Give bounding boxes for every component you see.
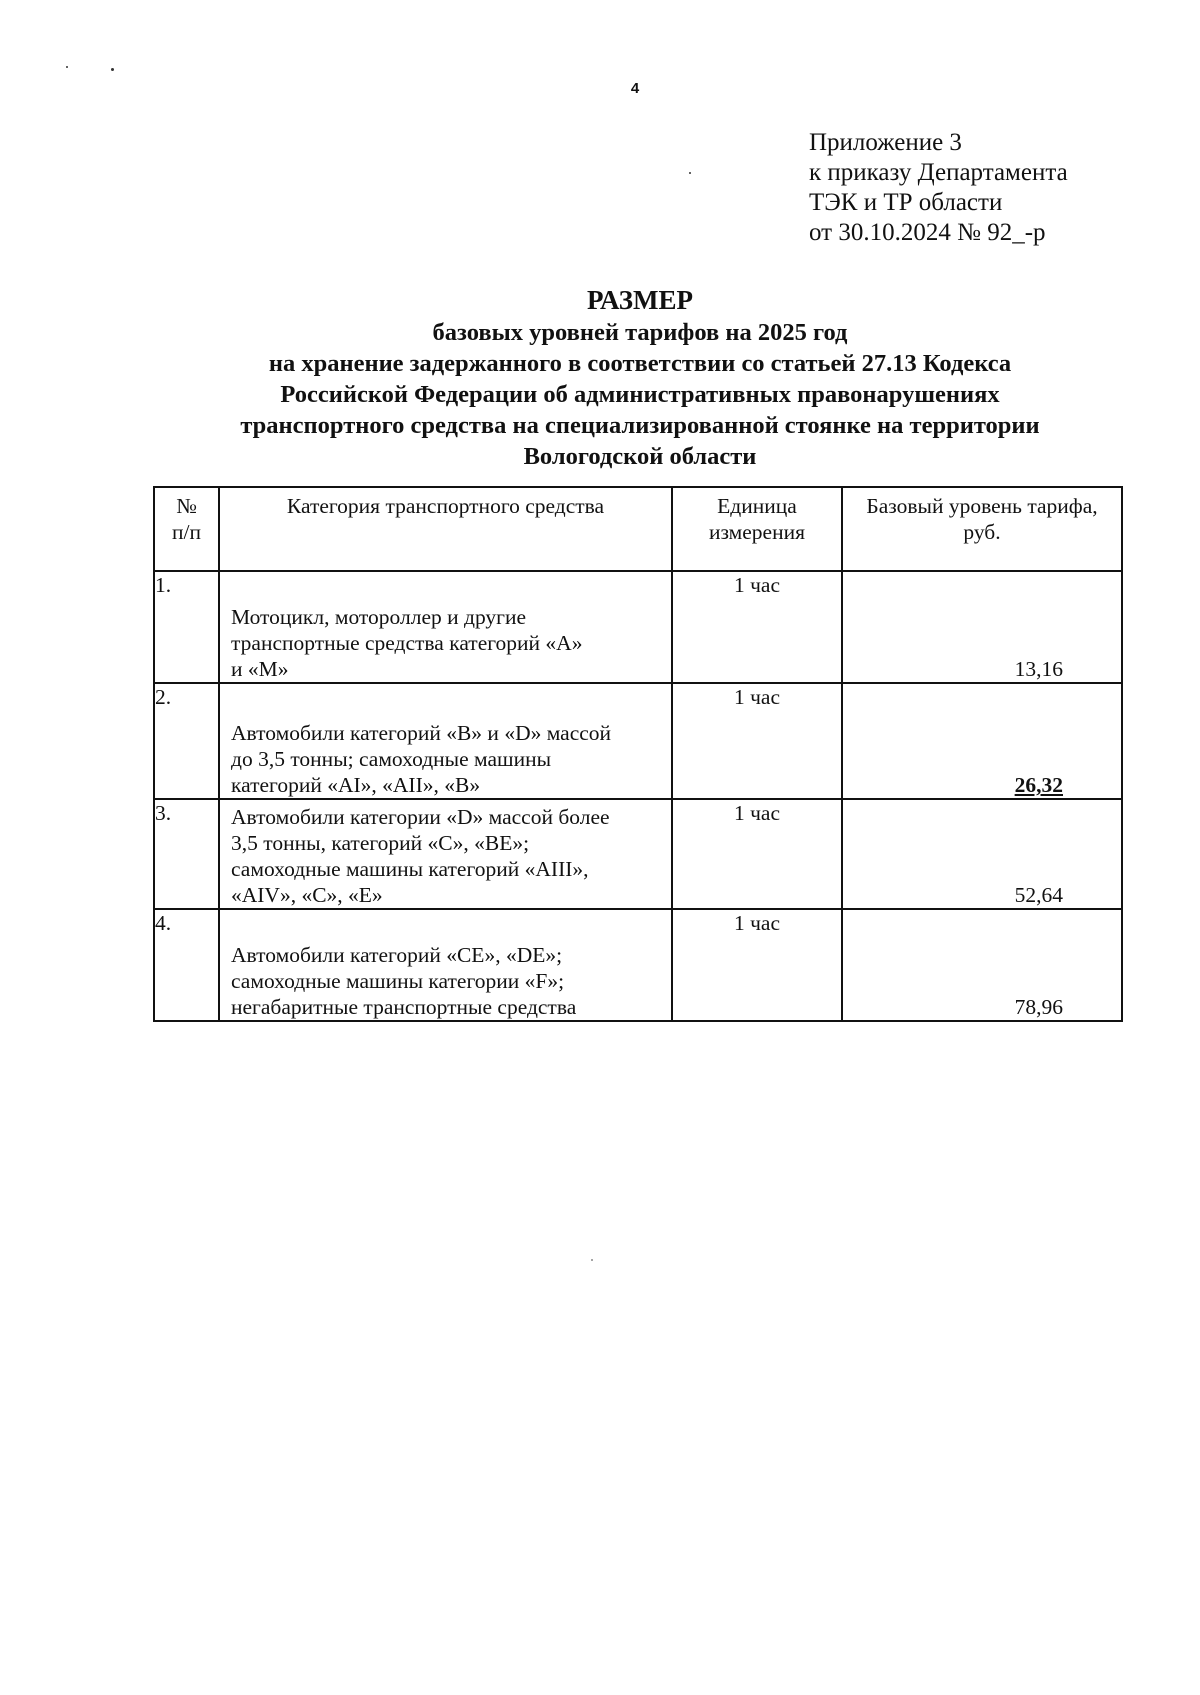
row-category: Автомобили категорий «В» и «D» массой до 3,5 тонны; самоходные машины категорий «AI», «AII», «В» xyxy=(219,683,672,799)
table-row xyxy=(154,683,1122,799)
header-rate: Базовый уровень тарифа, руб. xyxy=(842,487,1122,571)
row-category: Автомобили категорий «СЕ», «DE»; самоходные машины категории «F»; негабаритные транспортные средства xyxy=(219,909,672,1021)
scan-speck xyxy=(111,68,114,71)
row-number: 4. xyxy=(154,909,219,1021)
appendix-line: Приложение 3 xyxy=(809,129,962,156)
header-unit: Единица измерения xyxy=(672,487,842,571)
scan-speck xyxy=(591,1259,593,1261)
header-number: № п/п xyxy=(154,487,219,571)
page-number: 4 xyxy=(630,80,640,97)
header-category: Категория транспортного средства xyxy=(219,487,672,571)
document-heading xyxy=(150,283,1130,472)
heading-line: Вологодской области xyxy=(523,443,757,470)
scan-speck xyxy=(689,172,691,174)
row-rate: 26,32 xyxy=(842,683,1122,799)
heading-line: базовых уровней тарифов на 2025 год xyxy=(432,319,848,346)
row-rate: 13,16 xyxy=(842,571,1122,683)
appendix-line: ТЭК и ТР области xyxy=(809,189,1003,216)
row-number: 2. xyxy=(154,683,219,799)
row-unit: 1 час xyxy=(672,571,842,683)
table-row xyxy=(154,909,1122,1021)
row-number: 3. xyxy=(154,799,219,909)
document-title: РАЗМЕР xyxy=(586,285,694,315)
row-unit: 1 час xyxy=(672,909,842,1021)
appendix-reference xyxy=(809,128,1068,248)
row-category: Мотоцикл, мотороллер и другие транспортные средства категорий «А» и «М» xyxy=(219,571,672,683)
row-unit: 1 час xyxy=(672,799,842,909)
appendix-line: от 30.10.2024 № 92_-р xyxy=(809,219,1046,246)
heading-line: Российской Федерации об административных правонарушениях xyxy=(280,381,1000,408)
row-rate: 78,96 xyxy=(842,909,1122,1021)
row-unit: 1 час xyxy=(672,683,842,799)
table-row xyxy=(154,799,1122,909)
table-row xyxy=(154,571,1122,683)
scan-speck xyxy=(66,66,68,68)
row-rate: 52,64 xyxy=(842,799,1122,909)
heading-line: на хранение задержанного в соответствии со статьей 27.13 Кодекса xyxy=(268,350,1012,377)
heading-line: транспортного средства на специализированной стоянке на территории xyxy=(240,412,1040,439)
row-category: Автомобили категории «D» массой более 3,5 тонны, категорий «С», «ВЕ»; самоходные машины категорий «AIII», «AIV», «С», «Е» xyxy=(219,799,672,909)
row-number: 1. xyxy=(154,571,219,683)
tariff-table xyxy=(153,486,1123,1022)
appendix-line: к приказу Департамента xyxy=(809,159,1068,186)
table-header-row xyxy=(154,487,1122,571)
